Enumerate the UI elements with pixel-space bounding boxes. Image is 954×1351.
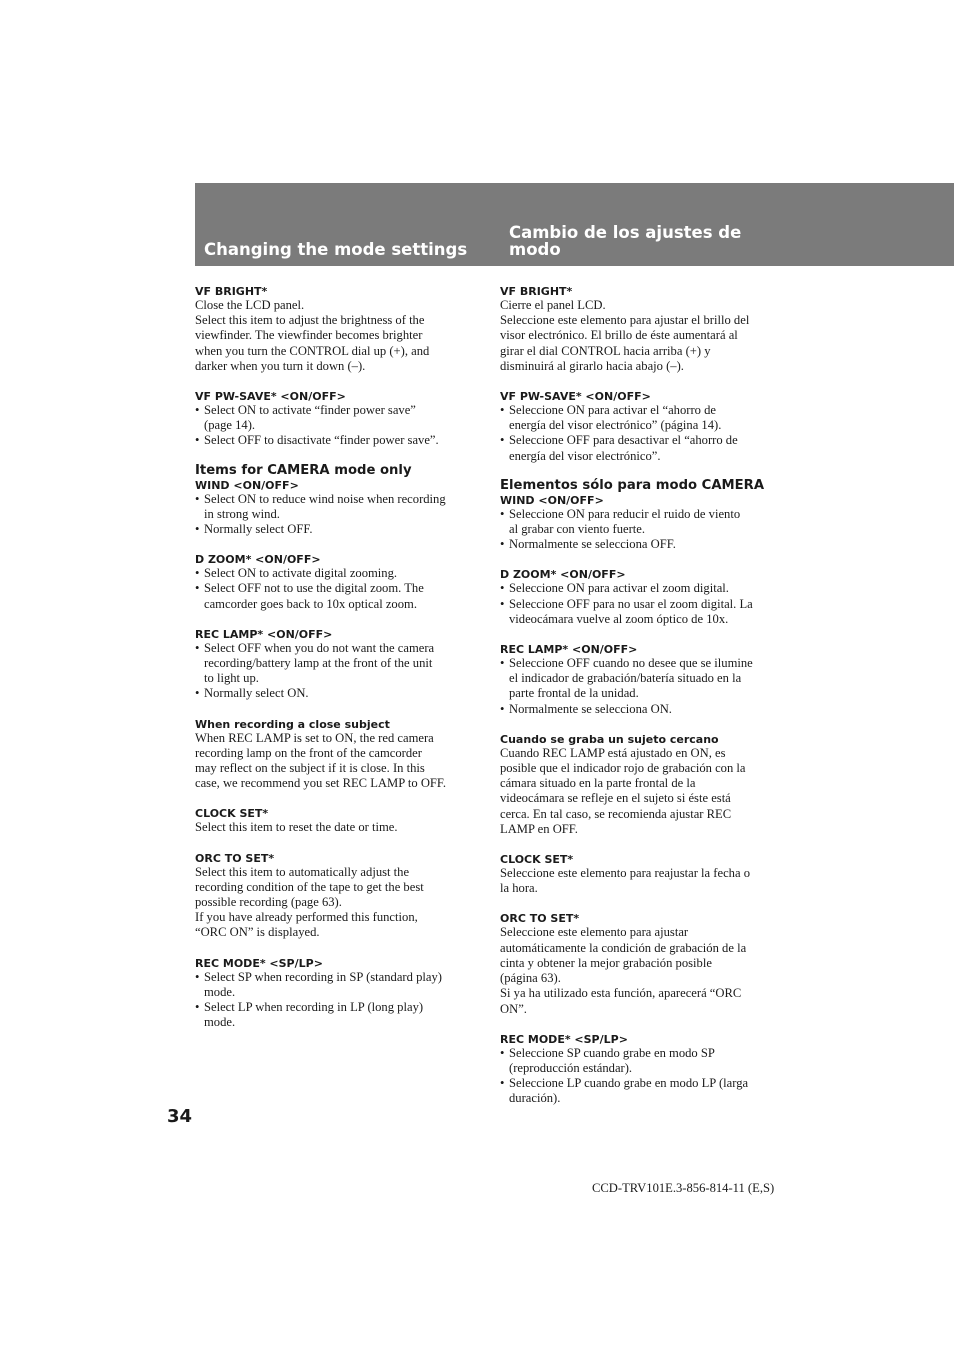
section-orc-to-set [195,850,480,941]
text-line: Close the LCD panel. [195,298,305,312]
section-vf-pw-save-es [500,388,782,464]
section-wind [195,463,480,479]
text-line: Cierre el panel LCD. [500,298,606,312]
bullet-item: • Select ON to reduce wind noise when recording in strong wind. [195,492,480,522]
heading-d-zoom: D ZOOM* <ON/OFF> [500,568,626,582]
heading-camera-mode: Items for CAMERA mode only [195,462,412,478]
text-line: Seleccione este elemento para ajustar el brillo del [500,313,750,328]
bullet-item: • Seleccione ON para activar el zoom digital. [500,581,782,596]
page-number: 34 [167,1106,193,1127]
text-line: Seleccione este elemento para reajustar la fecha o [500,866,750,881]
bullet-item: • Normalmente se selecciona OFF. [500,537,782,552]
text-line: case, we recommend you set REC LAMP to OFF. [195,776,447,791]
bullet-item: • Seleccione ON para activar el “ahorro de energía del visor electrónico” (página 14). [500,403,782,433]
section-rec-mode-es [500,1031,782,1107]
title-es-line1: Cambio de los ajustes de [509,223,742,242]
heading-wind: WIND <ON/OFF> [500,493,604,507]
section-orc-to-set-es [500,910,782,1016]
text-line: viewfinder. The viewfinder becomes brighter [195,328,423,343]
heading-rec-lamp: REC LAMP* <ON/OFF> [500,643,638,657]
text-line: girar el dial CONTROL hacia arriba (+) y [500,343,711,358]
section-clock-set-es [500,851,782,896]
heading-vf-bright: VF BRIGHT* [195,285,268,298]
heading-vf-bright: VF BRIGHT* [500,285,573,298]
bullet-item: • Select OFF when you do not want the camera recording/battery lamp at the front of the unit to light up. [195,641,480,687]
heading-rec-mode: REC MODE* <SP/LP> [195,956,323,970]
text-line: visor electrónico. El brillo de éste aumentará al [500,328,738,343]
text-line: recording condition of the tape to get the best [195,879,424,894]
bullet-item: • Normally select OFF. [195,522,480,537]
text-line: cinta y obtener la mejor grabación posible [500,955,712,970]
section-wind-es [500,494,782,553]
text-line: Cuando REC LAMP está ajustado en ON, es [500,745,726,760]
text-line: cerca. En tal caso, se recomienda ajustar REC [500,806,732,821]
text-line: automáticamente la condición de grabación de la [500,940,747,955]
text-line: may reflect on the subject if it is close. In this [195,761,425,776]
bullet-item: • Select ON to activate “finder power save” (page 14). [195,403,480,433]
text-line: Si ya ha utilizado esta función, aparecerá “ORC [500,986,742,1001]
section-close-subject [195,716,480,792]
heading-clock-set: CLOCK SET* [500,853,574,867]
heading-close-subject: When recording a close subject [195,717,390,731]
text-line: darker when you turn it down (–). [195,358,366,373]
heading-close-subject: Cuando se graba un sujeto cercano [500,732,719,746]
bullet-item: • Seleccione ON para reducir el ruido de viento al grabar con viento fuerte. [500,507,782,537]
heading-orc-to-set: ORC TO SET* [195,851,275,865]
bullet-item: • Seleccione LP cuando grabe en modo LP (larga duración). [500,1076,782,1106]
text-line: Seleccione este elemento para ajustar [500,925,689,940]
title-es-line2: modo [509,240,561,259]
title-en: Changing the mode settings [204,240,468,259]
bullet-item: • Select OFF not to use the digital zoom. The camcorder goes back to 10x optical zoom. [195,581,480,611]
text-line: Select this item to adjust the brightness of the [195,313,425,328]
section-vf-pw-save [195,388,480,449]
section-close-subject-es [500,731,782,837]
text-line: disminuirá al girarlo hacia abajo (–). [500,358,684,373]
heading-wind: WIND <ON/OFF> [195,478,299,492]
bullet-item: • Seleccione OFF cuando no desee que se ilumine el indicador de grabación/batería situado en la parte frontal de la unidad. [500,656,782,702]
text-line: Select this item to reset the date or time. [195,820,398,835]
section-rec-lamp-es [500,641,782,717]
column-spanish [500,283,782,1121]
section-d-zoom [195,551,480,612]
text-line: cámara situado en la parte frontal de la [500,776,696,791]
text-line: when you turn the CONTROL dial up (+), and [195,343,430,358]
section-vf-bright [195,283,480,374]
text-line: la hora. [500,881,538,896]
text-line: LAMP en OFF. [500,821,578,836]
heading-rec-lamp: REC LAMP* <ON/OFF> [195,627,333,641]
heading-vf-pw-save: VF PW-SAVE* <ON/OFF> [500,390,651,404]
section-rec-lamp [195,626,480,702]
bullet-item: • Select ON to activate digital zooming. [195,566,480,581]
text-line: (página 63). [500,971,561,986]
section-wind-items [195,479,480,538]
text-line: videocámara se refleje en el sujeto si éste está [500,791,731,806]
text-line: recording lamp on the front of the camcorder [195,745,422,760]
text-line: If you have already performed this function, [195,910,418,925]
section-vf-bright-es [500,283,782,374]
heading-rec-mode: REC MODE* <SP/LP> [500,1032,628,1046]
bullet-item: • Select SP when recording in SP (standard play) mode. [195,970,480,1000]
text-line: possible recording (page 63). [195,895,342,910]
bullet-item: • Normalmente se selecciona ON. [500,702,782,717]
bullet-item: • Normally select ON. [195,686,480,701]
section-d-zoom-es [500,566,782,627]
text-line: ON”. [500,1001,527,1016]
section-rec-mode [195,955,480,1031]
heading-vf-pw-save: VF PW-SAVE* <ON/OFF> [195,390,346,404]
footer-model-code: CCD-TRV101E.3-856-814-11 (E,S) [592,1181,775,1195]
bullet-item: • Seleccione SP cuando grabe en modo SP (reproducción estándar). [500,1046,782,1076]
column-english [195,283,480,1045]
bullet-item: • Select LP when recording in LP (long play) mode. [195,1000,480,1030]
heading-orc-to-set: ORC TO SET* [500,912,580,926]
heading-clock-set: CLOCK SET* [195,807,269,821]
bullet-item: • Seleccione OFF para no usar el zoom digital. La videocámara vuelve al zoom óptico de 10x. [500,597,782,627]
heading-camera-mode: Elementos sólo para modo CAMERA [500,477,765,493]
text-line: posible que el indicador rojo de grabación con la [500,761,746,776]
heading-d-zoom: D ZOOM* <ON/OFF> [195,553,321,567]
section-clock-set [195,805,480,835]
text-line: “ORC ON” is displayed. [195,925,320,940]
bullet-item: • Select OFF to disactivate “finder power save”. [195,433,480,448]
section-camera-mode-es [500,478,782,494]
text-line: When REC LAMP is set to ON, the red camera [195,730,434,745]
bullet-item: • Seleccione OFF para desactivar el “ahorro de energía del visor electrónico”. [500,433,782,463]
text-line: Select this item to automatically adjust the [195,864,410,879]
